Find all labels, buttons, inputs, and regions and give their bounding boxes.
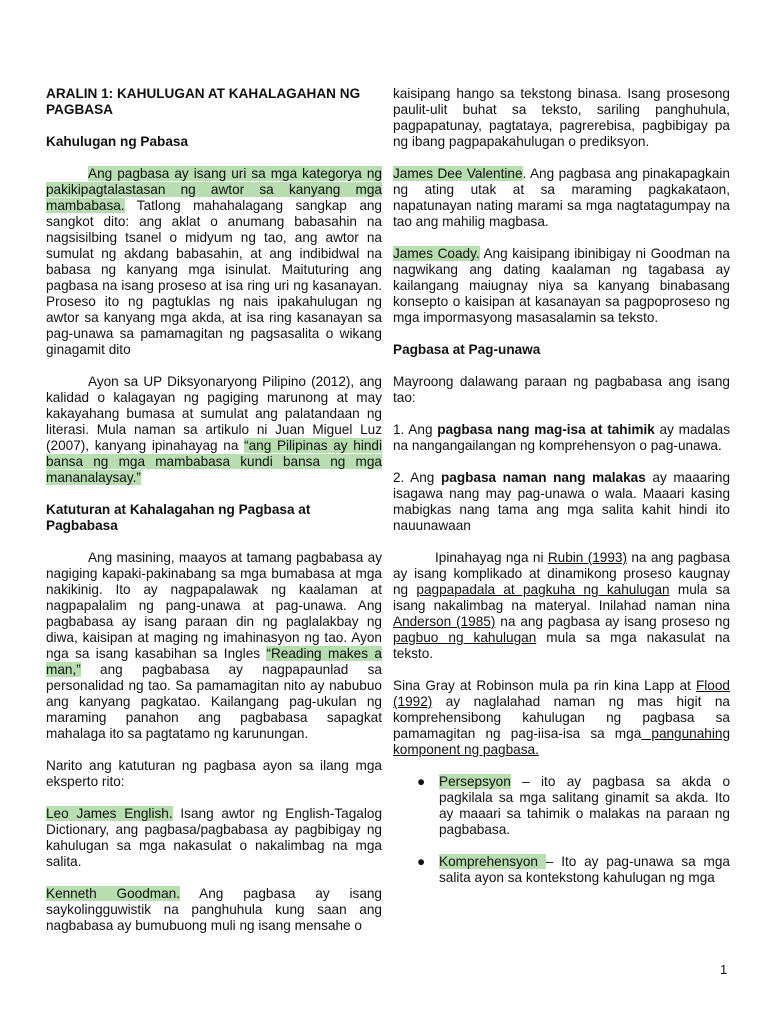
- citation-anderson: Anderson (1985): [393, 614, 496, 629]
- expert-name-leo: Leo James English.: [46, 806, 173, 821]
- heading-kahulugan: Kahulugan ng Pabasa: [46, 134, 189, 149]
- paragraph-diksyonaryo: [46, 374, 382, 486]
- left-column: [46, 86, 382, 934]
- highlight-quote-luz: “ang Pilipinas ay hindi bansa ng mga mambabasa kundi bansa ng mga mananalaysay.”: [46, 438, 383, 485]
- gray-text-b: ay naglalahad naman ng mas higit na komprehensibong kahulugan ng pagbasa sa pamamagitan ng pag-iisa-isa sa mga: [393, 694, 730, 741]
- underline-pagbuo: pagbuo ng kahulugan: [393, 630, 537, 645]
- list-item-malakas-number: 2. Ang: [393, 470, 441, 485]
- expert-text-goodman: Ang pagbasa ay isang saykolingguwistik na panghuhula kung saan ang nagbabasa ay bumubuong muli ng isang mensahe o: [46, 886, 382, 933]
- term-komprehensyon: Komprehensyon: [439, 854, 546, 869]
- citation-rubin: Rubin (1993): [547, 550, 627, 565]
- text-persepsyon: – ito ay pagbasa sa akda o pagkilala sa mga salitang ginamit sa akda. Ito ay maaari sa tahimik o malakas na paraan ng pagbabasa.: [439, 774, 730, 837]
- expert-leo-james-english: [46, 806, 382, 870]
- gray-text-a: Sina Gray at Robinson mula pa rin kina Lapp at: [393, 678, 696, 693]
- paragraph-katuturan-text: Ang masining, maayos at tamang pagbabasa ay nagiging kapaki-pakinabang sa mga bumabasa at mga nakikinig. Ito ay nagpapalawak ng kaalaman at nagpapalalim ng pang-unawa at pag-unawa. Ang pagbabasa ay isang paraan din ng paglalakbay ng diwa, kaisipan at maging ng imahinasyon ng tao. Ayon nga sa isang kasabihan sa Ingles: [46, 550, 382, 661]
- paragraph-kahulugan: [46, 166, 382, 358]
- heading-pag-unawa: Pagbasa at Pag-unawa: [393, 342, 541, 357]
- page-number: 1: [720, 962, 728, 977]
- list-item-malakas-text: ay maaaring isagawa nang may pag-unawa o wala. Maaari kasing mabigkas nang tama ang mga salita kahit hindi ito nauunawaan: [393, 470, 731, 533]
- heading-katuturan: Katuturan at Kahalagahan ng Pagbasa at Pagbabasa: [46, 502, 311, 533]
- right-column: [393, 86, 730, 886]
- rubin-text-d: na ang pagbasa ay isang proseso ng: [495, 614, 730, 629]
- expert-text-valentine: . Ang pagbasa ang pinakapagkain ng ating utak at sa maraming pagkakataon, napatunayan nating marami sa mga nagtatagumpay na tao ang mahilig magbasa.: [393, 166, 730, 229]
- expert-text-leo: Isang awtor ng English-Tagalog Dictionary, ang pagbasa/pagbabasa ay pagbibigay ng kahulugan sa mga nakasulat o nakalimbag na mga salita.: [46, 806, 382, 869]
- paragraph-rubin: [393, 550, 730, 662]
- underline-pagpapadala: pagpapadala at pagkuha ng kahulugan: [416, 582, 670, 597]
- text-komprehensyon: – Ito ay pag-unawa sa mga salita ayon sa kontekstong kahulugan ng mga: [439, 854, 730, 885]
- lesson-title: ARALIN 1: KAHULUGAN AT KAHALAGAHAN NG PAGBASA: [46, 86, 361, 117]
- paragraph-eksperto: Narito ang katuturan ng pagbasa ayon sa ilang mga eksperto rito:: [46, 758, 382, 789]
- expert-name-goodman: Kenneth Goodman.: [46, 886, 181, 901]
- expert-kenneth-goodman: [46, 886, 382, 934]
- citation-flood: Flood (1992): [393, 678, 730, 709]
- list-item-tahimik-number: 1. Ang: [393, 422, 438, 437]
- paragraph-goodman-continued: kaisipang hango sa tekstong binasa. Isang prosesong paulit-ulit buhat sa teksto, sariling panghuhula, pagpapatunay, pagtataya, pagrerebisa, pagbibigay pa ng ibang pagpapakahulugan o prediksyon.: [393, 86, 730, 149]
- paragraph-kahulugan-text: Tatlong mahahalagang sangkap ang sangkot dito: ang aklat o anumang babasahin na nagsisilbing tsanel o midyum ng tao, ang awtor na sumulat ng akdang babasahin, at ang indibidwal na babasa ng kanyang mga isinulat. Maituturing ang pagbasa na isang proseso at isa ring uri ng kasanayan. Proseso ito ng pagtuklas ng nais ipakahulugan ng awtor sa kanyang mga akda, at isa ring kasanayan sa pag-unawa sa pamamagitan ng pagsasalita o wikang ginagamit dito: [46, 198, 382, 357]
- list-item-tahimik-text: ay madalas na nangangailangan ng komprehensyon o pag-unawa.: [393, 422, 730, 453]
- rubin-text-e: mula sa mga nakasulat na teksto.: [393, 630, 730, 661]
- paragraph-gray-robinson: [393, 678, 730, 758]
- list-item-tahimik-term: pagbasa nang mag-isa at tahimik: [437, 422, 655, 437]
- paragraph-katuturan: [46, 550, 382, 742]
- rubin-text-c: mula sa isang nakalimbag na materyal. Inilahad naman nina: [393, 582, 730, 613]
- list-item-malakas-term: pagbasa naman nang malakas: [440, 470, 646, 485]
- highlight-reading-makes-a-man: “Reading makes a man,”: [46, 646, 382, 677]
- bullet-persepsyon: [417, 774, 730, 838]
- paragraph-katuturan-rest: ang pagbabasa ay nagpapaunlad sa personalidad ng tao. Sa pamamagitan nito ay nabubuo ang kanyang pagkatao. Kailangang pag-ukulan ng maraming panahon ang pagbabasa sapagkat mahalaga ito sa pagtatamo ng karunungan.: [46, 662, 382, 741]
- bullet-dot-icon: ●: [417, 774, 426, 789]
- bullet-komprehensyon: [417, 854, 730, 886]
- term-persepsyon: Persepsyon: [439, 774, 511, 789]
- rubin-text-b: na ang pagbasa ay isang komplikado at dinamikong proseso kaugnay ng: [393, 550, 731, 597]
- expert-name-valentine: James Dee Valentine: [393, 166, 523, 181]
- bullet-list-components: [393, 774, 730, 886]
- paragraph-diksyonaryo-text: Ayon sa UP Diksyonaryong Pilipino (2012), ang kalidad o kalagayan ng pagiging marunong at may kakayahang bumasa at sumulat ang palatandaan ng literasi. Mula naman sa artikulo ni Juan Miguel Luz (2007), kanyang ipinahayag na: [46, 374, 382, 453]
- list-item-tahimik: [393, 422, 730, 454]
- list-item-malakas: [393, 470, 730, 534]
- expert-text-coady: Ang kaisipang ibinibigay ni Goodman na nagwikang ang dating kaalaman ng tagabasa ay kailangang maiugnay niya sa kanyang binabasang konsepto o kaisipan at kasanayan sa pagpoproseso ng mga impormasyong masasalamin sa teksto.: [393, 246, 730, 325]
- expert-james-dee-valentine: [393, 166, 730, 230]
- underline-komponent: pangunahing komponent ng pagbasa.: [393, 726, 731, 757]
- paragraph-dalawang-paraan: Mayroong dalawang paraan ng pagbabasa ang isang tao:: [393, 374, 730, 405]
- highlight-definition: Ang pagbasa ay isang uri sa mga kategorya ng pakikipagtalastasan ng awtor sa kanyang mga mambabasa.: [46, 166, 382, 213]
- bullet-dot-icon: ●: [417, 854, 426, 869]
- expert-name-coady: James Coady.: [393, 246, 480, 261]
- expert-james-coady: [393, 246, 730, 326]
- rubin-text-a: Ipinahayag nga ni: [435, 550, 548, 565]
